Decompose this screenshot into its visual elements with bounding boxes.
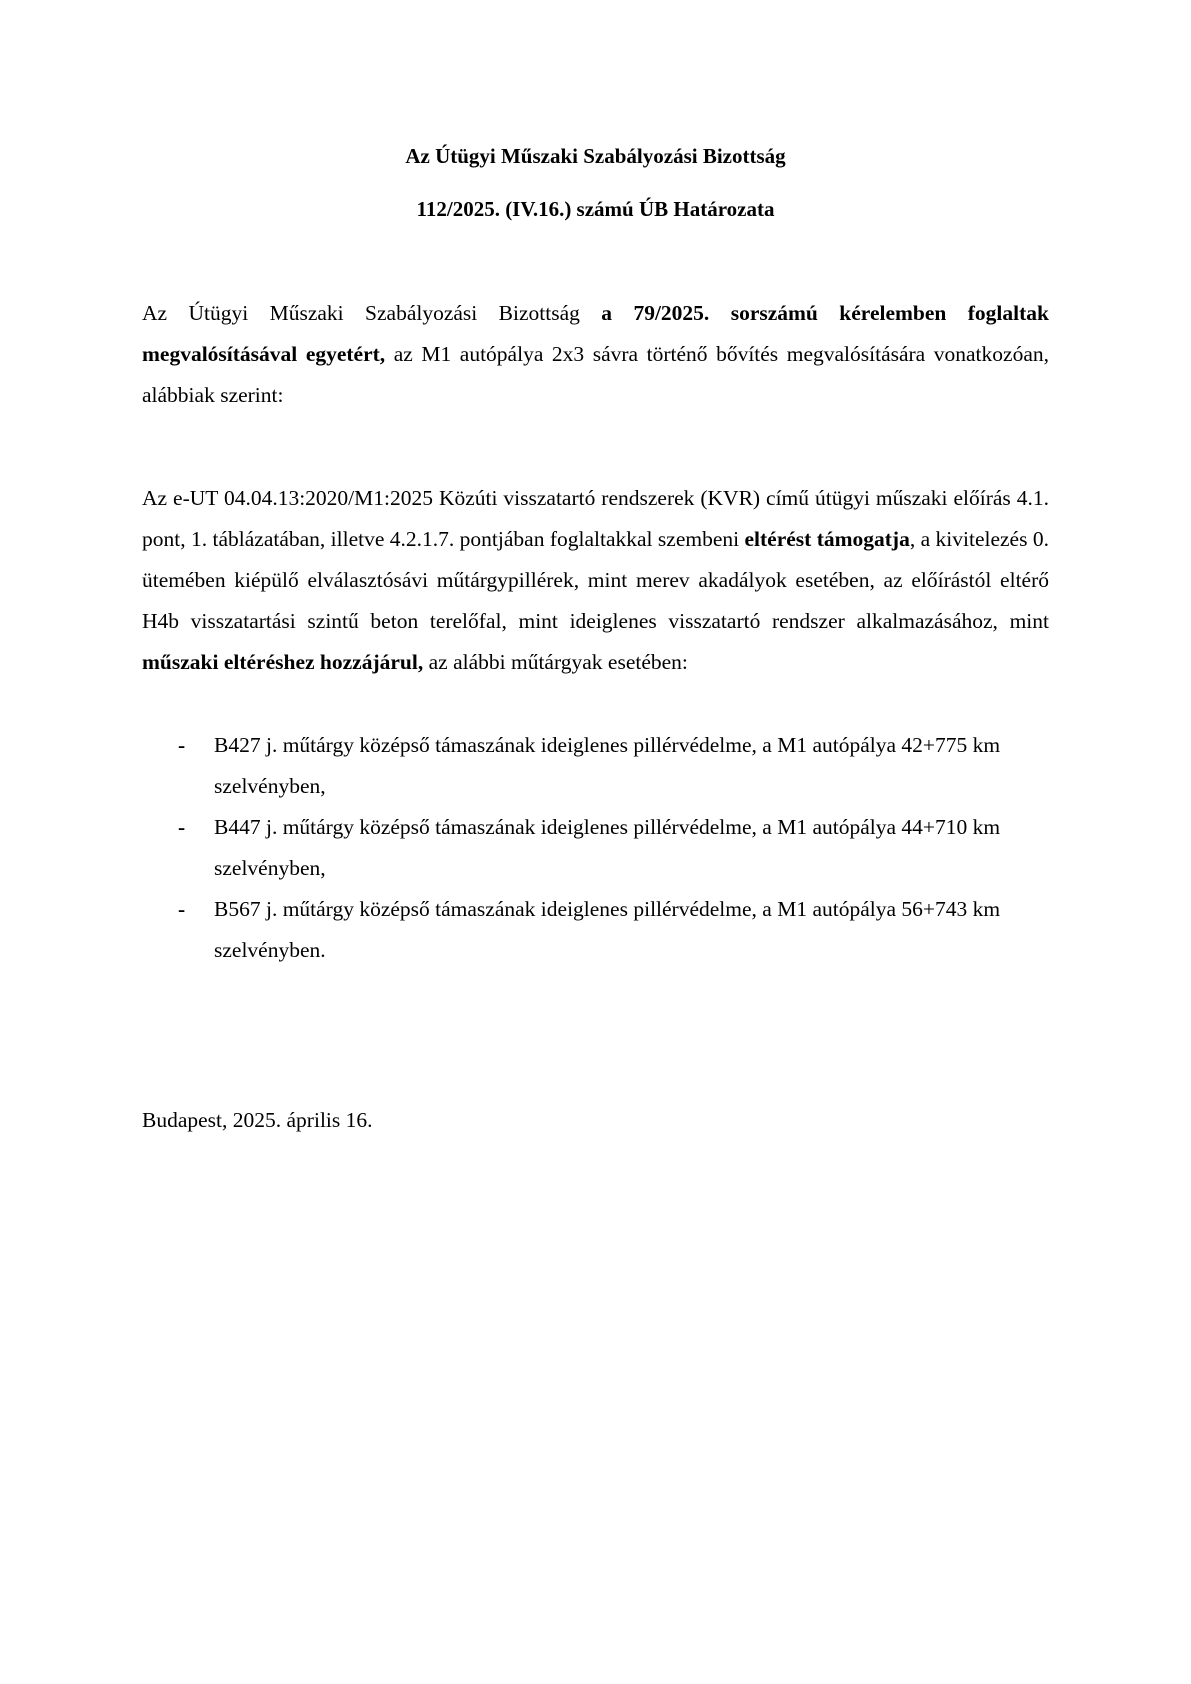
paragraph-text: , a kivitelezés 0. ütemében kiépülő elválasztósávi műtárgypillérek, mint merev akadályok esetében, az előírástól eltérő H4b visszatartási szintű beton terelőfal, mint ideiglenes visszatartó rendszer alkalmazásához, mint [142, 527, 1049, 633]
place-and-date: Budapest, 2025. április 16. [142, 1108, 373, 1132]
list-bullet: - [178, 815, 186, 839]
list-item-text: B447 j. műtárgy középső támaszának ideiglenes pillérvédelme, a M1 autópálya 44+710 km szelvényben, [214, 815, 1001, 880]
paragraph-text: Az Útügyi Műszaki Szabályozási Bizottság [142, 301, 602, 325]
list-item [142, 807, 1049, 889]
paragraph-bold-text: eltérést támogatja [744, 527, 910, 551]
list-item [142, 725, 1049, 807]
list-item-text: B427 j. műtárgy középső támaszának ideiglenes pillérvédelme, a M1 autópálya 42+775 km szelvényben, [214, 733, 1001, 798]
paragraph-bold-text: a 79/2025. sorszámú kérelemben foglaltak megvalósításával egyetért, [142, 301, 1049, 366]
paragraph-approval [142, 293, 1049, 416]
list-bullet: - [178, 897, 186, 921]
paragraph-text: az M1 autópálya 2x3 sávra történő bővítés megvalósítására vonatkozóan, alábbiak szerint: [142, 342, 1049, 407]
list-bullet: - [178, 733, 186, 757]
structure-list [142, 725, 1049, 971]
document-title: Az Útügyi Műszaki Szabályozási Bizottság [405, 144, 786, 168]
paragraph-bold-text: műszaki eltéréshez hozzájárul, [142, 650, 424, 674]
paragraph-text: Az e-UT 04.04.13:2020/M1:2025 Közúti visszatartó rendszerek (KVR) című útügyi műszaki előírás 4.1. pont, 1. táblázatában, illetve 4.2.1.7. pontjában foglaltakkal szembeni [142, 486, 1049, 551]
paragraph-text: az alábbi műtárgyak esetében: [423, 650, 688, 674]
list-item-text: B567 j. műtárgy középső támaszának ideiglenes pillérvédelme, a M1 autópálya 56+743 km szelvényben. [214, 897, 1001, 962]
list-item [142, 889, 1049, 971]
paragraph-deviation [142, 478, 1049, 683]
resolution-number: 112/2025. (IV.16.) számú ÚB Határozata [416, 197, 775, 221]
